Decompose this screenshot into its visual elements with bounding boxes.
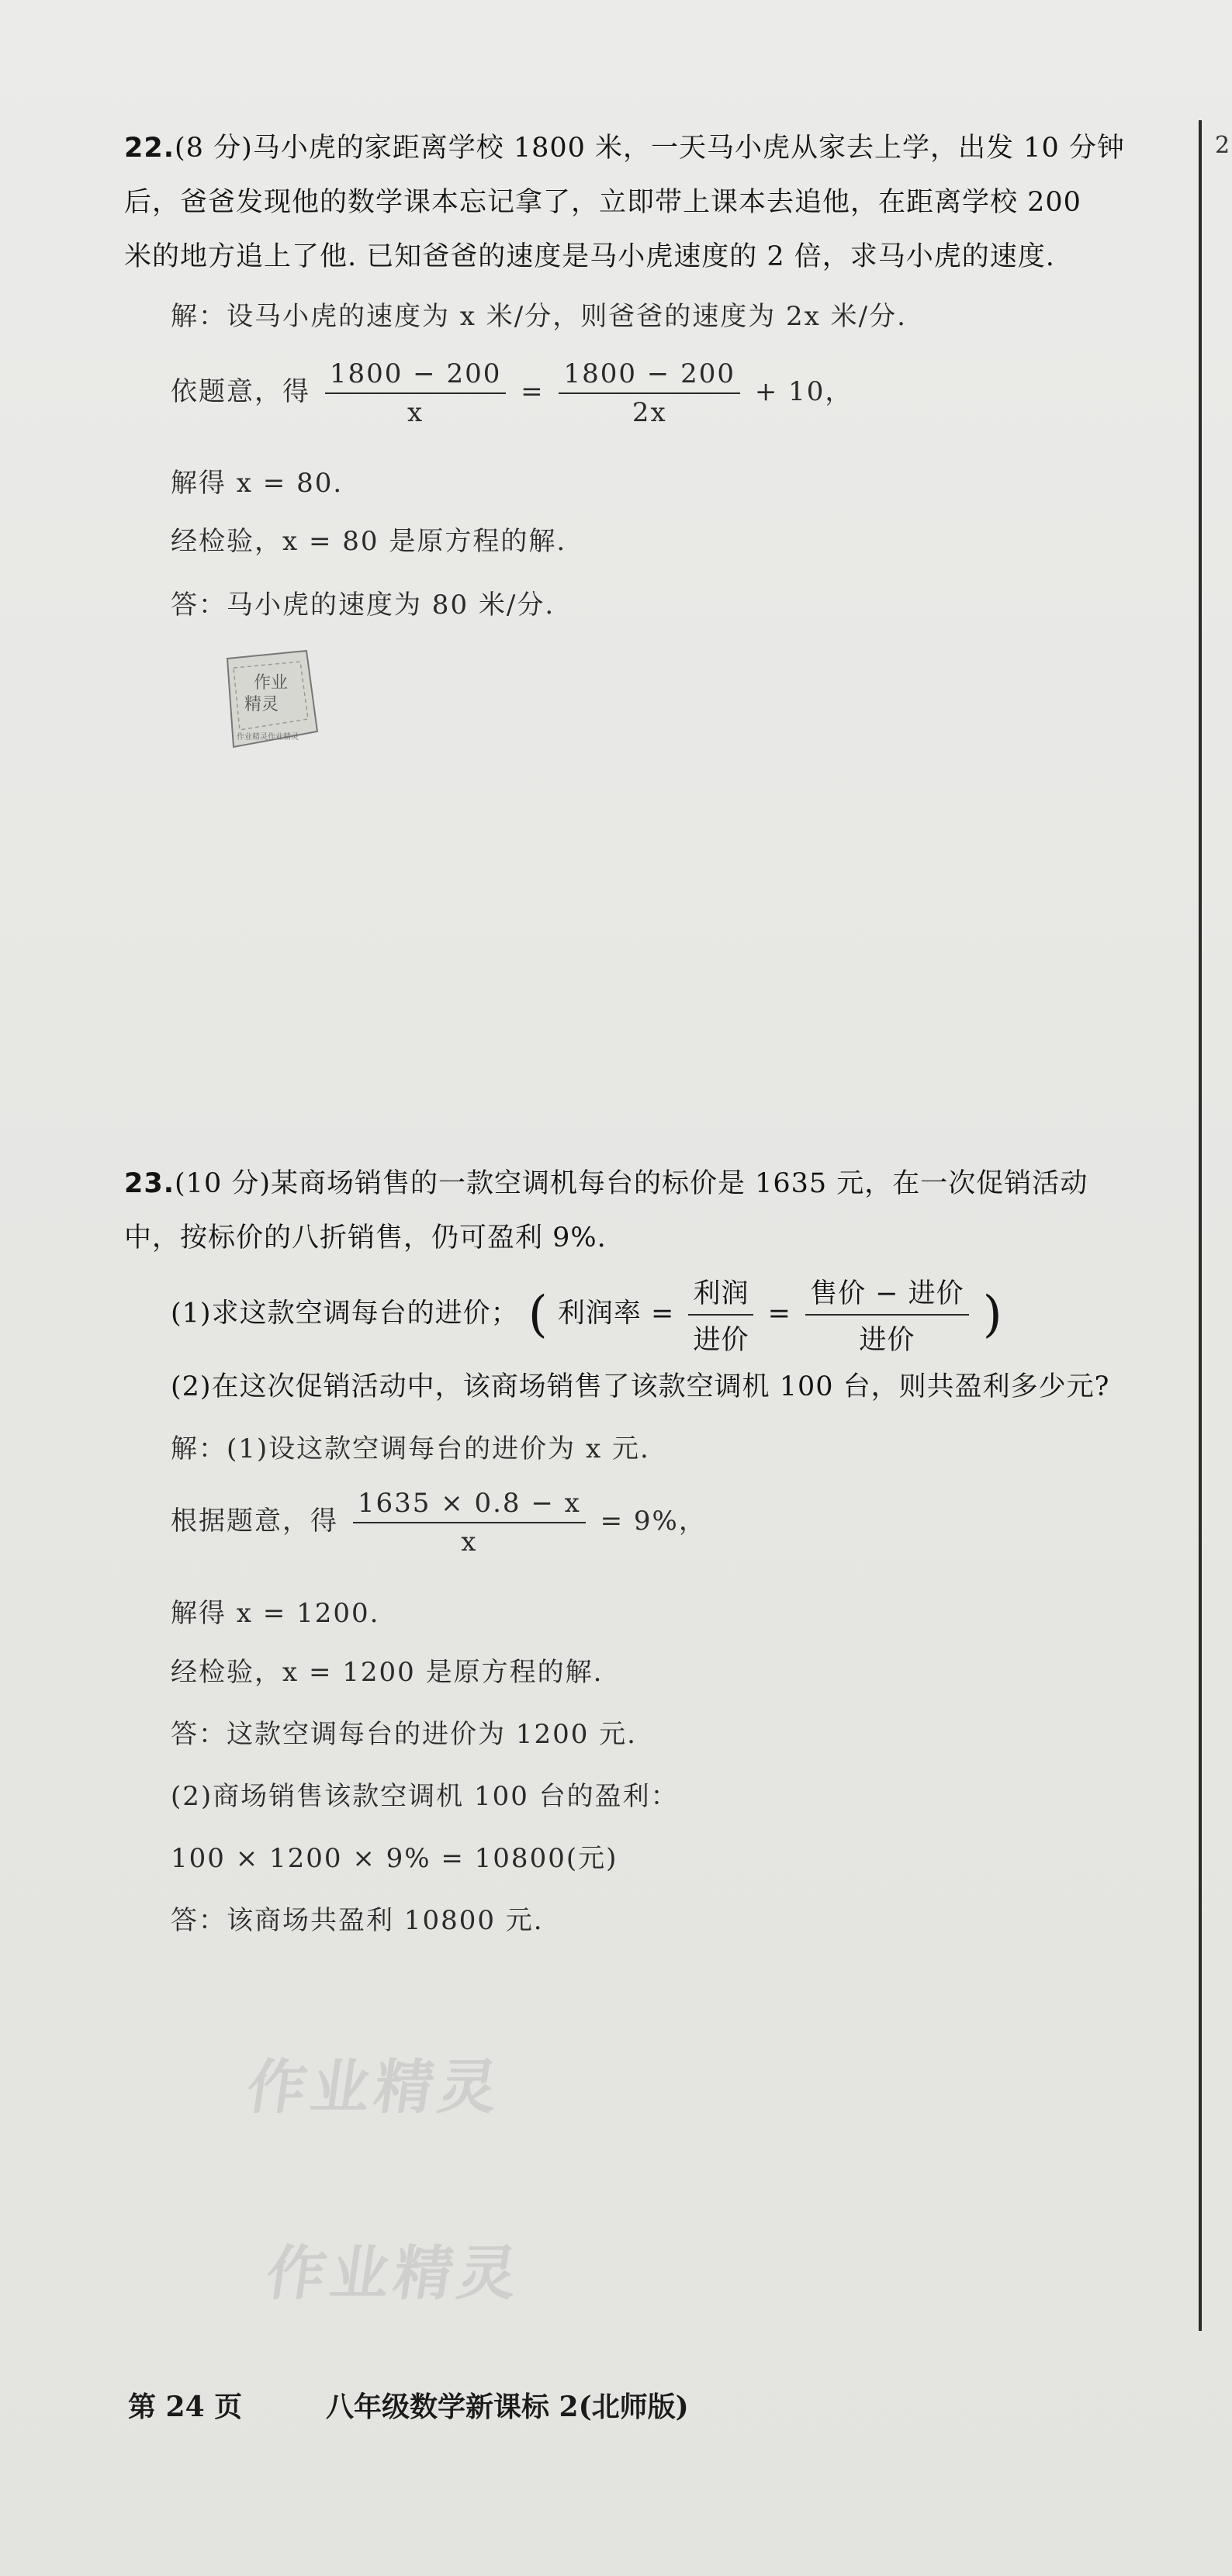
q23-line-2: 中，按标价的八折销售，仍可盈利 9%. [124, 1222, 607, 1253]
a23-check: 经检验，x = 1200 是原方程的解. [171, 1657, 604, 1688]
a23-solve: 解得 x = 1200. [171, 1598, 380, 1629]
column-divider [1199, 120, 1202, 2331]
q23-profit-rate-fraction: $\frac{\text{利润}}{\text{进价}}$ [688, 1272, 753, 1357]
a23-part-2-intro: (2)商场销售该款空调机 100 台的盈利： [171, 1781, 679, 1812]
footer-page-number: 第 24 页 [128, 2391, 243, 2423]
watermark-1: 作业精灵 [242, 2052, 507, 2121]
q22-line-3: 米的地方追上了他. 已知爸爸的速度是马小虎速度的 2 倍，求马小虎的速度. [124, 241, 1055, 272]
a22-answer: 答：马小虎的速度为 80 米/分. [171, 590, 555, 621]
stamp-text-2: 精灵 [244, 695, 279, 714]
a22-fraction-2: $\frac{1800 - 200}{2x}$ [559, 358, 740, 428]
a23-intro: 解：(1)设这款空调每台的进价为 x 元. [171, 1433, 650, 1464]
zuoye-jingling-stamp-logo [213, 648, 326, 752]
q23-price-fraction: $\frac{\text{售价 − 进价}}{\text{进价}}$ [805, 1272, 969, 1357]
q23-line-1: 23.(10 分)某商场销售的一款空调机每台的标价是 1635 元，在一次促销活动 [124, 1168, 1088, 1199]
a23-equation: 根据题意，得 $\frac{1635 \times 0.8 - x}{x}$ = 9%， [171, 1488, 707, 1558]
stamp-text-3: 作业精灵作业精灵 [237, 733, 299, 742]
q22-line-2: 后，爸爸发现他的数学课本忘记拿了，立即带上课本去追他，在距离学校 200 [124, 187, 1081, 218]
stamp-text-1: 作业 [254, 673, 289, 693]
q22-line-1: 22.(8 分)马小虎的家距离学校 1800 米，一天马小虎从家去上学，出发 10 分钟 [124, 133, 1125, 164]
a22-solve: 解得 x = 80. [171, 468, 344, 499]
next-column-edge-char: 2 [1215, 132, 1230, 159]
a22-intro: 解：设马小虎的速度为 x 米/分，则爸爸的速度为 2x 米/分. [171, 301, 907, 332]
q23-part-1: (1)求这款空调每台的进价； ( 利润率 = $\frac{\text{利润}}{\text{进价}}$ = $\frac{\text{售价 − 进价}}{\text{进价}}$ ) [171, 1272, 1003, 1357]
a22-equation: 依题意，得 $\frac{1800 - 200}{x}$ = $\frac{1800 - 200}{2x}$ + 10， [171, 358, 853, 428]
a23-answer-2: 答：该商场共盈利 10800 元. [171, 1905, 544, 1936]
a22-fraction-1: $\frac{1800 - 200}{x}$ [325, 358, 507, 428]
q23-number: 23. [124, 1168, 175, 1199]
watermark-2: 作业精灵 [261, 2239, 527, 2308]
q22-number: 22. [124, 133, 175, 164]
a23-fraction: $\frac{1635 \times 0.8 - x}{x}$ [353, 1488, 586, 1558]
a23-calculation: 100 × 1200 × 9% = 10800(元) [171, 1843, 618, 1874]
footer-book-title: 八年级数学新课标 2(北师版) [326, 2391, 689, 2423]
q23-part-2: (2)在这次促销活动中，该商场销售了该款空调机 100 台，则共盈利多少元? [171, 1371, 1110, 1402]
a23-answer-1: 答：这款空调每台的进价为 1200 元. [171, 1719, 637, 1750]
a22-check: 经检验，x = 80 是原方程的解. [171, 526, 567, 557]
